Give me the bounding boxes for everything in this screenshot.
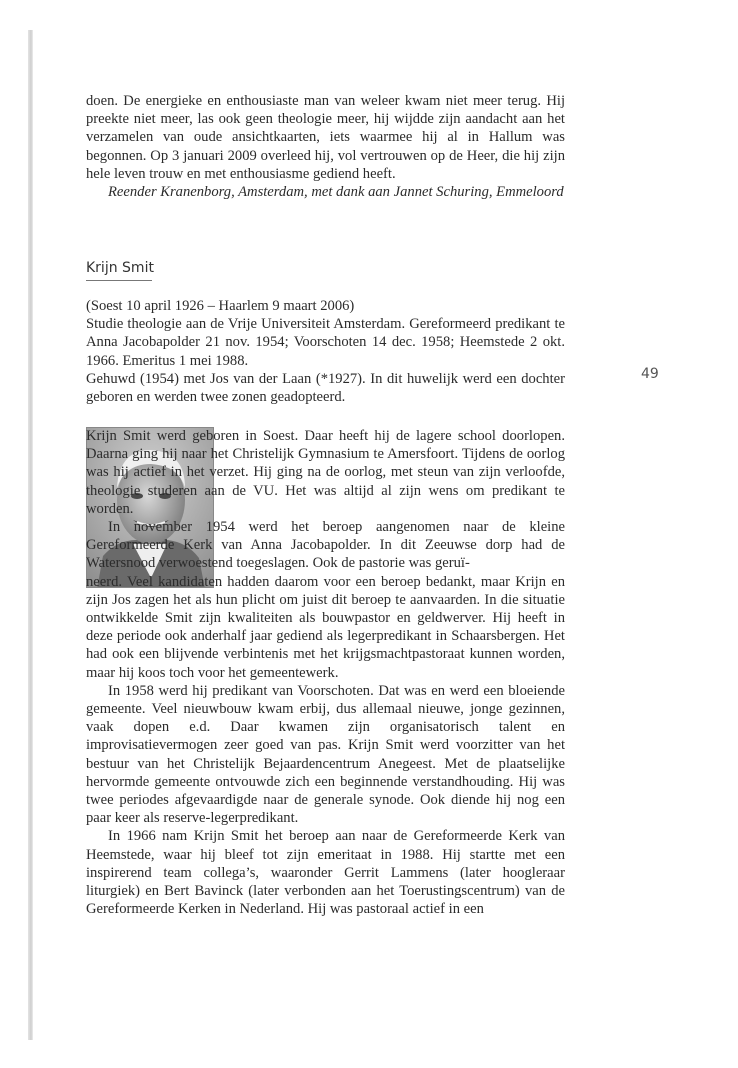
author-signature: Reender Kranenborg, Amsterdam, met dank aan Jannet Schuring, Emmeloord: [108, 184, 564, 201]
page-number: 49: [641, 366, 659, 382]
life-dates: (Soest 10 april 1926 – Haarlem 9 maart 2006): [86, 298, 355, 314]
closing-paragraph: doen. De energieke en enthousiaste man van weleer kwam niet meer terug. Hij preekte niet meer, las ook geen theologie meer, hij wijdde zijn aandacht aan het verzamelen van oude ansichtkaarten, iets waarmee hij al in Hallum was begonnen. Op 3 januari 2009 overleed hij, vol vertrouwen op de Heer, die hij zijn hele leven trouw en met enthousiasme gediend heeft.: [86, 93, 565, 182]
biography-header: [86, 297, 565, 406]
paragraph-1: Krijn Smit werd geboren in Soest. Daar heeft hij de lagere school doorlopen. Daarna ging hij naar het Christelijk Gymnasium te Amersfoort. Tijdens de oorlog was hij actief in het verzet. Hij ging na de oorlog, met steun van zijn verloofde, theologie studeren aan de VU. Het was altijd al zijn wens om predikant te worden.: [86, 428, 565, 517]
section-title: Krijn Smit: [86, 260, 154, 276]
biography-body: [86, 427, 565, 918]
paragraph-3: In 1958 werd hij predikant van Voorschoten. Dat was en werd een bloeiende gemeente. Veel nieuwbouw kwam erbij, dus allemaal nieuwe, jonge gezinnen, vaak dopen e.d. Daar kwamen zijn organisatorisch talent en improvisatievermogen zeer goed van pas. Krijn Smit werd voorzitter van het bestuur van het Christelijk Bejaardencentrum Anegeest. Met de plaatselijke hervormde gemeente ontvouwde zich een beginnende verstandhouding. Hij was twee periodes afgevaardigde naar de generale synode. Ook diende hij nog een paar keer als reserve-legerpredikant.: [86, 682, 565, 827]
book-spine-shadow: [28, 30, 33, 1040]
title-underline: [86, 280, 152, 281]
paragraph-2-start: In november 1954 werd het beroep aangenomen naar de kleine Gereformeerde Kerk van Anna Jacobapolder. In dit Zeeuwse dorp had de Watersnood verwoestend toegeslagen. Ook de pastorie was geruï-: [86, 519, 565, 572]
paragraph-4: In 1966 nam Krijn Smit het beroep aan naar de Gereformeerde Kerk van Heemstede, waar hij bleef tot zijn emeritaat in 1988. Hij startte met een inspirerend team collega’s, waaronder Gerrit Lammens (later hoogleraar liturgiek) en Bert Bavinck (later verbonden aan het Toerustingscentrum) van de Gereformeerde Kerken in Nederland. Hij was pastoraal actief in een: [86, 828, 565, 918]
family-summary: Gehuwd (1954) met Jos van der Laan (*1927). In dit huwelijk werd een dochter geboren en werden twee zonen geadopteerd.: [86, 370, 565, 406]
paragraph-2-continued: neerd. Veel kandidaten hadden daarom voor een beroep bedankt, maar Krijn en zijn Jos zagen het als hun plicht om juist dit beroep te aanvaarden. In die situatie ontwikkelde Smit zijn kwaliteiten als bouwpastor en geldwerver. Hij heeft in deze periode ook anderhalf jaar gediend als legerpredikant in Schaarsbergen. Het had ook een blijvende verbintenis met het krijgsmachtpastoraat kunnen worden, maar hij koos toch voor het gemeentewerk.: [86, 573, 565, 681]
career-summary: Studie theologie aan de Vrije Universiteit Amsterdam. Gereformeerd predikant te Anna Jacobapolder 21 nov. 1954; Voorschoten 14 dec. 1958; Heemstede 2 okt. 1966. Emeritus 1 mei 1988.: [86, 316, 565, 369]
previous-entry-text: [86, 92, 565, 201]
